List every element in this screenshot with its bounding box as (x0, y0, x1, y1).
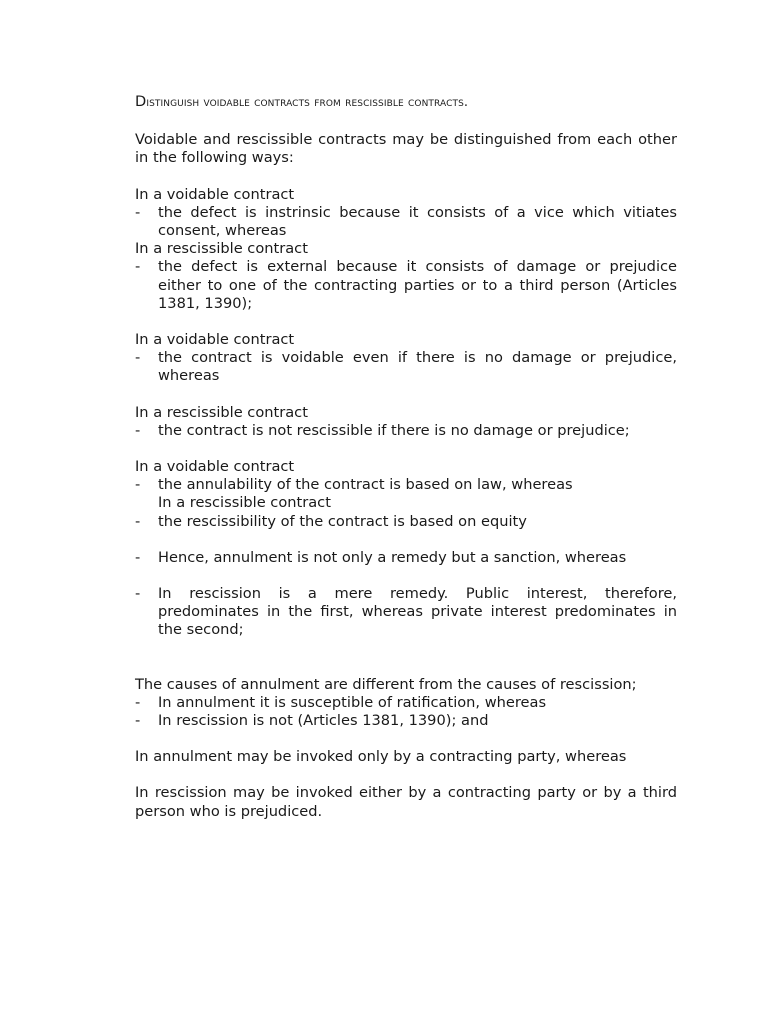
bullet-dash: - (135, 421, 141, 439)
section2-heading-rescissible: In a rescissible contract (135, 403, 308, 421)
spacer (135, 386, 677, 404)
spacer (135, 440, 677, 458)
item-text: the rescissibility of the contract is based on equity (158, 512, 527, 530)
section4-item-rescission (135, 712, 677, 730)
section3-heading-rescissible: In a rescissible contract (158, 494, 331, 512)
section3-heading-voidable: In a voidable contract (135, 458, 295, 476)
section3-item-annulment-sanction (135, 549, 677, 567)
section1-item-voidable (135, 204, 677, 240)
item-text: Hence, annulment is not only a remedy but a sanction, whereas (158, 548, 627, 566)
item-text: the contract is voidable even if there is no damage or prejudice, whereas (158, 349, 677, 385)
bullet-dash: - (135, 585, 141, 603)
section3-item-voidable (135, 476, 677, 494)
section1-heading-rescissible: In a rescissible contract (135, 240, 308, 258)
spacer (135, 766, 677, 784)
section3-item-rescission-remedy (135, 585, 677, 640)
bullet-dash: - (135, 712, 141, 730)
section2-item-voidable (135, 349, 677, 385)
item-text: the defect is instrinsic because it consists of a vice which vitiates consent, whereas (158, 203, 677, 240)
item-text: In annulment it is susceptible of ratification, whereas (158, 693, 547, 711)
spacer (135, 567, 677, 585)
document-body (135, 93, 677, 821)
section3-item-rescissible (135, 513, 677, 531)
item-text: In rescission is a mere remedy. Public interest, therefore, predominates in the first, whereas private interest predominates in the second; (158, 585, 677, 639)
item-text: the contract is not rescissible if there is no damage or prejudice; (158, 421, 630, 439)
section2-item-rescissible (135, 422, 677, 440)
bullet-dash: - (135, 258, 141, 276)
spacer (135, 730, 677, 748)
intro-paragraph: Voidable and rescissible contracts may be distinguished from each other in the following ways: (135, 131, 677, 167)
bullet-dash: - (135, 548, 141, 566)
bullet-dash: - (135, 203, 141, 221)
section4-lead: The causes of annulment are different from the causes of rescission; (135, 675, 637, 693)
item-text: In rescission is not (Articles 1381, 1390); and (158, 712, 489, 730)
item-text: the annulability of the contract is based on law, whereas (158, 476, 573, 494)
section2-heading-voidable: In a voidable contract (135, 331, 295, 349)
section4-item-annulment (135, 694, 677, 712)
bullet-dash: - (135, 349, 141, 367)
spacer (135, 168, 677, 186)
bullet-dash: - (135, 512, 141, 530)
spacer (135, 313, 677, 331)
bullet-dash: - (135, 693, 141, 711)
section1-item-rescissible (135, 258, 677, 313)
section4-paragraph-annulment: In annulment may be invoked only by a contracting party, whereas (135, 748, 627, 766)
item-text: the defect is external because it consists of damage or prejudice either to one of the contracting parties or to a third person (Articles 1381, 1390); (158, 258, 677, 312)
section1-heading-voidable: In a voidable contract (135, 185, 295, 203)
spacer (135, 531, 677, 549)
spacer (135, 640, 677, 676)
bullet-dash: - (135, 476, 141, 494)
document-title: Distinguish voidable contracts from rescissible contracts. (135, 93, 469, 110)
section4-paragraph-rescission: In rescission may be invoked either by a contracting party or by a third person who is prejudiced. (135, 784, 677, 820)
